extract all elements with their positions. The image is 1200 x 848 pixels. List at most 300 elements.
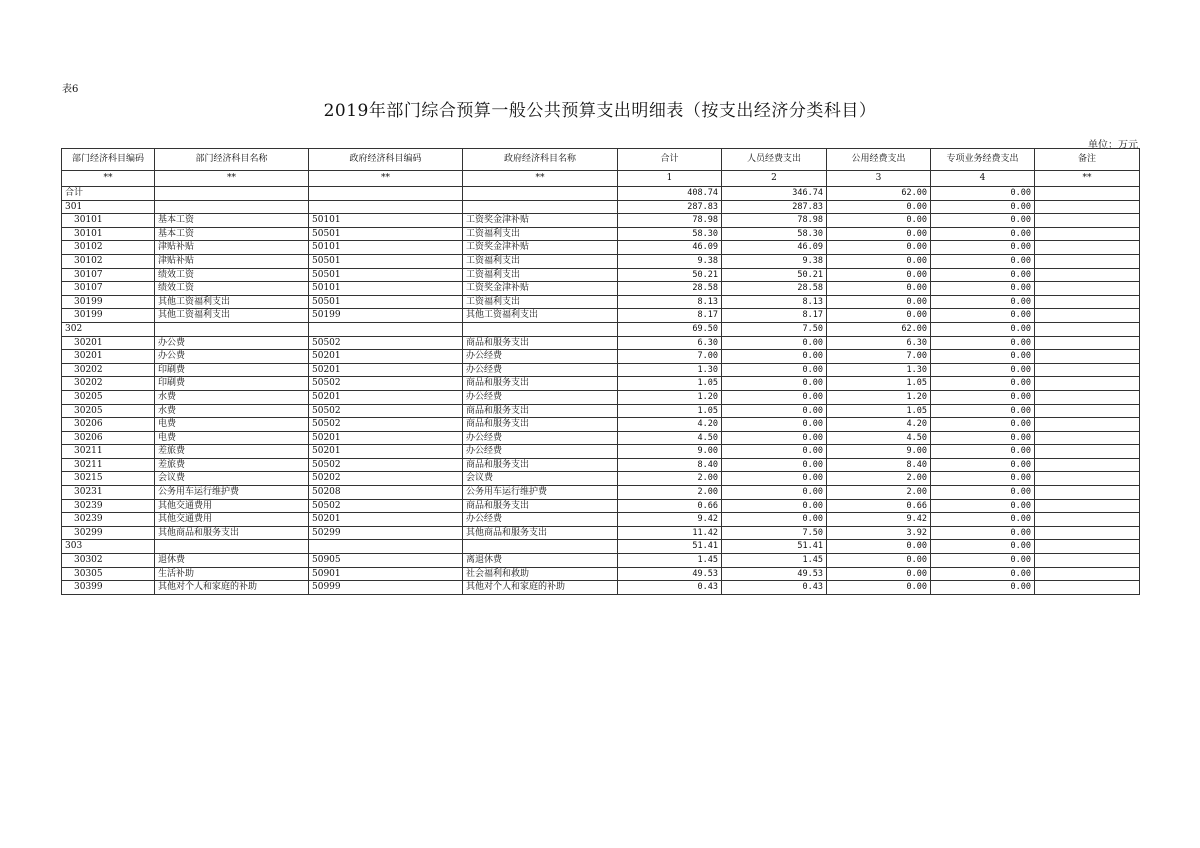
public-cell: 0.00 [827, 540, 931, 554]
note-cell [1035, 336, 1140, 350]
dept-name-cell: 其他对个人和家庭的补助 [155, 581, 309, 595]
special-cell: 0.00 [931, 581, 1035, 595]
table-row [62, 445, 1140, 459]
gov-code-cell: 50502 [309, 336, 463, 350]
personnel-cell: 0.00 [722, 350, 827, 364]
table-number: 表6 [62, 84, 79, 95]
table-row [62, 513, 1140, 527]
note-cell [1035, 200, 1140, 214]
dept-code-cell: 30305 [62, 567, 155, 581]
total-cell: 8.17 [618, 309, 722, 323]
public-cell: 9.00 [827, 445, 931, 459]
dept-code-cell: 30101 [62, 214, 155, 228]
personnel-cell: 49.53 [722, 567, 827, 581]
special-cell: 0.00 [931, 540, 1035, 554]
dept-name-cell: 公务用车运行维护费 [155, 486, 309, 500]
table-row [62, 472, 1140, 486]
gov-name-cell [463, 200, 618, 214]
dept-name-cell [155, 540, 309, 554]
table-row [62, 554, 1140, 568]
note-cell [1035, 187, 1140, 201]
dept-code-cell: 30231 [62, 486, 155, 500]
dept-code-cell: 30101 [62, 227, 155, 241]
column-header-special: 专项业务经费支出 [931, 149, 1035, 171]
gov-name-cell: 会议费 [463, 472, 618, 486]
public-cell: 62.00 [827, 187, 931, 201]
special-cell: 0.00 [931, 214, 1035, 228]
total-cell: 4.50 [618, 431, 722, 445]
note-cell [1035, 431, 1140, 445]
total-cell: 9.38 [618, 254, 722, 268]
dept-name-cell: 基本工资 [155, 227, 309, 241]
table-row [62, 390, 1140, 404]
special-cell: 0.00 [931, 322, 1035, 336]
gov-name-cell [463, 322, 618, 336]
total-cell: 6.30 [618, 336, 722, 350]
column-header-public: 公用经费支出 [827, 149, 931, 171]
dept-name-cell: 办公费 [155, 350, 309, 364]
personnel-cell: 0.00 [722, 336, 827, 350]
gov-code-cell: 50501 [309, 254, 463, 268]
table-row [62, 540, 1140, 554]
personnel-cell: 0.00 [722, 458, 827, 472]
public-cell: 0.00 [827, 268, 931, 282]
public-cell: 2.00 [827, 472, 931, 486]
dept-code-cell: 30205 [62, 390, 155, 404]
column-header-note: 备注 [1035, 149, 1140, 171]
dept-code-cell: 30302 [62, 554, 155, 568]
personnel-cell: 50.21 [722, 268, 827, 282]
dept-code-cell: 合计 [62, 187, 155, 201]
table-row [62, 282, 1140, 296]
note-cell [1035, 458, 1140, 472]
personnel-cell: 0.00 [722, 363, 827, 377]
personnel-cell: 287.83 [722, 200, 827, 214]
index-cell: 3 [827, 171, 931, 187]
public-cell: 1.20 [827, 390, 931, 404]
total-cell: 9.42 [618, 513, 722, 527]
dept-code-cell: 30202 [62, 363, 155, 377]
document-title: 2019年部门综合预算一般公共预算支出明细表（按支出经济分类科目） [323, 101, 877, 121]
special-cell: 0.00 [931, 350, 1035, 364]
table-row [62, 241, 1140, 255]
special-cell: 0.00 [931, 431, 1035, 445]
table-row [62, 295, 1140, 309]
gov-name-cell: 离退休费 [463, 554, 618, 568]
public-cell: 2.00 [827, 486, 931, 500]
special-cell: 0.00 [931, 282, 1035, 296]
dept-code-cell: 30399 [62, 581, 155, 595]
public-cell: 0.00 [827, 241, 931, 255]
gov-code-cell [309, 540, 463, 554]
public-cell: 1.05 [827, 404, 931, 418]
note-cell [1035, 554, 1140, 568]
table-row [62, 486, 1140, 500]
public-cell: 62.00 [827, 322, 931, 336]
table-row [62, 187, 1140, 201]
gov-code-cell: 50201 [309, 350, 463, 364]
public-cell: 0.00 [827, 295, 931, 309]
special-cell: 0.00 [931, 377, 1035, 391]
personnel-cell: 46.09 [722, 241, 827, 255]
total-cell: 78.98 [618, 214, 722, 228]
gov-name-cell: 商品和服务支出 [463, 377, 618, 391]
dept-code-cell: 30211 [62, 458, 155, 472]
dept-name-cell [155, 200, 309, 214]
table-row [62, 336, 1140, 350]
table-row [62, 350, 1140, 364]
dept-code-cell: 30201 [62, 336, 155, 350]
table-body [62, 187, 1140, 595]
dept-name-cell: 电费 [155, 431, 309, 445]
dept-code-cell: 301 [62, 200, 155, 214]
personnel-cell: 78.98 [722, 214, 827, 228]
gov-name-cell: 其他对个人和家庭的补助 [463, 581, 618, 595]
note-cell [1035, 513, 1140, 527]
dept-name-cell: 印刷费 [155, 363, 309, 377]
public-cell: 3.92 [827, 526, 931, 540]
gov-code-cell: 50201 [309, 513, 463, 527]
dept-name-cell [155, 187, 309, 201]
personnel-cell: 7.50 [722, 526, 827, 540]
personnel-cell: 0.00 [722, 513, 827, 527]
gov-name-cell: 商品和服务支出 [463, 404, 618, 418]
personnel-cell: 0.43 [722, 581, 827, 595]
dept-name-cell: 印刷费 [155, 377, 309, 391]
personnel-cell: 0.00 [722, 390, 827, 404]
special-cell: 0.00 [931, 554, 1035, 568]
total-cell: 1.20 [618, 390, 722, 404]
table-row [62, 268, 1140, 282]
gov-code-cell: 50502 [309, 499, 463, 513]
special-cell: 0.00 [931, 472, 1035, 486]
gov-name-cell [463, 187, 618, 201]
special-cell: 0.00 [931, 445, 1035, 459]
gov-name-cell: 商品和服务支出 [463, 458, 618, 472]
dept-name-cell: 其他工资福利支出 [155, 295, 309, 309]
dept-code-cell: 30206 [62, 418, 155, 432]
gov-code-cell: 50101 [309, 214, 463, 228]
dept-code-cell: 30239 [62, 499, 155, 513]
dept-name-cell: 津贴补贴 [155, 254, 309, 268]
gov-code-cell: 50201 [309, 431, 463, 445]
special-cell: 0.00 [931, 227, 1035, 241]
table-row [62, 499, 1140, 513]
table-row [62, 200, 1140, 214]
personnel-cell: 0.00 [722, 377, 827, 391]
total-cell: 2.00 [618, 486, 722, 500]
note-cell [1035, 309, 1140, 323]
special-cell: 0.00 [931, 458, 1035, 472]
table-row [62, 404, 1140, 418]
gov-name-cell: 商品和服务支出 [463, 418, 618, 432]
public-cell: 0.00 [827, 282, 931, 296]
dept-code-cell: 30202 [62, 377, 155, 391]
personnel-cell: 8.17 [722, 309, 827, 323]
public-cell: 0.00 [827, 309, 931, 323]
special-cell: 0.00 [931, 499, 1035, 513]
note-cell [1035, 418, 1140, 432]
special-cell: 0.00 [931, 486, 1035, 500]
gov-name-cell: 工资奖金津补贴 [463, 214, 618, 228]
total-cell: 58.30 [618, 227, 722, 241]
gov-code-cell: 50502 [309, 404, 463, 418]
dept-name-cell: 其他交通费用 [155, 513, 309, 527]
note-cell [1035, 350, 1140, 364]
column-header-gov-name: 政府经济科目名称 [463, 149, 618, 171]
special-cell: 0.00 [931, 295, 1035, 309]
gov-code-cell: 50199 [309, 309, 463, 323]
table-row [62, 458, 1140, 472]
budget-detail-table [61, 148, 1140, 595]
public-cell: 0.00 [827, 581, 931, 595]
special-cell: 0.00 [931, 336, 1035, 350]
gov-code-cell: 50101 [309, 241, 463, 255]
public-cell: 1.30 [827, 363, 931, 377]
special-cell: 0.00 [931, 404, 1035, 418]
gov-name-cell: 社会福利和救助 [463, 567, 618, 581]
gov-code-cell: 50501 [309, 295, 463, 309]
public-cell: 0.00 [827, 567, 931, 581]
personnel-cell: 1.45 [722, 554, 827, 568]
total-cell: 46.09 [618, 241, 722, 255]
gov-name-cell: 办公经费 [463, 390, 618, 404]
index-cell: ** [62, 171, 155, 187]
table-row [62, 322, 1140, 336]
dept-code-cell: 30102 [62, 254, 155, 268]
dept-name-cell: 其他工资福利支出 [155, 309, 309, 323]
note-cell [1035, 295, 1140, 309]
total-cell: 9.00 [618, 445, 722, 459]
total-cell: 408.74 [618, 187, 722, 201]
table-row [62, 227, 1140, 241]
personnel-cell: 28.58 [722, 282, 827, 296]
column-header-dept-code: 部门经济科目编码 [62, 149, 155, 171]
table-row [62, 567, 1140, 581]
personnel-cell: 0.00 [722, 418, 827, 432]
dept-code-cell: 30201 [62, 350, 155, 364]
public-cell: 9.42 [827, 513, 931, 527]
note-cell [1035, 567, 1140, 581]
public-cell: 0.00 [827, 214, 931, 228]
note-cell [1035, 390, 1140, 404]
gov-name-cell: 商品和服务支出 [463, 499, 618, 513]
dept-name-cell: 差旅费 [155, 445, 309, 459]
index-row [62, 171, 1140, 187]
dept-code-cell: 303 [62, 540, 155, 554]
dept-name-cell: 差旅费 [155, 458, 309, 472]
column-header-personnel: 人员经费支出 [722, 149, 827, 171]
dept-code-cell: 30102 [62, 241, 155, 255]
unit-label: 单位：万元 [1088, 140, 1138, 151]
public-cell: 8.40 [827, 458, 931, 472]
dept-name-cell: 津贴补贴 [155, 241, 309, 255]
gov-code-cell: 50501 [309, 227, 463, 241]
note-cell [1035, 526, 1140, 540]
dept-name-cell: 水费 [155, 390, 309, 404]
personnel-cell: 51.41 [722, 540, 827, 554]
gov-name-cell: 工资奖金津补贴 [463, 241, 618, 255]
personnel-cell: 9.38 [722, 254, 827, 268]
special-cell: 0.00 [931, 418, 1035, 432]
public-cell: 0.00 [827, 227, 931, 241]
public-cell: 0.66 [827, 499, 931, 513]
column-header-dept-name: 部门经济科目名称 [155, 149, 309, 171]
gov-code-cell: 50201 [309, 390, 463, 404]
index-cell: ** [463, 171, 618, 187]
index-cell: 1 [618, 171, 722, 187]
gov-name-cell: 工资福利支出 [463, 227, 618, 241]
note-cell [1035, 241, 1140, 255]
gov-name-cell: 商品和服务支出 [463, 336, 618, 350]
dept-code-cell: 30239 [62, 513, 155, 527]
column-header-gov-code: 政府经济科目编码 [309, 149, 463, 171]
personnel-cell: 8.13 [722, 295, 827, 309]
index-cell: ** [155, 171, 309, 187]
total-cell: 69.50 [618, 322, 722, 336]
dept-name-cell: 生活补助 [155, 567, 309, 581]
gov-name-cell: 办公经费 [463, 513, 618, 527]
special-cell: 0.00 [931, 363, 1035, 377]
note-cell [1035, 377, 1140, 391]
special-cell: 0.00 [931, 200, 1035, 214]
dept-name-cell: 电费 [155, 418, 309, 432]
note-cell [1035, 214, 1140, 228]
gov-code-cell: 50502 [309, 377, 463, 391]
public-cell: 6.30 [827, 336, 931, 350]
gov-name-cell: 工资奖金津补贴 [463, 282, 618, 296]
dept-name-cell: 绩效工资 [155, 282, 309, 296]
personnel-cell: 7.50 [722, 322, 827, 336]
table-row [62, 254, 1140, 268]
gov-code-cell: 50201 [309, 445, 463, 459]
gov-name-cell: 办公经费 [463, 350, 618, 364]
column-header-total: 合计 [618, 149, 722, 171]
total-cell: 2.00 [618, 472, 722, 486]
note-cell [1035, 227, 1140, 241]
table-row [62, 431, 1140, 445]
public-cell: 1.05 [827, 377, 931, 391]
dept-name-cell: 退休费 [155, 554, 309, 568]
dept-code-cell: 30215 [62, 472, 155, 486]
gov-code-cell: 50999 [309, 581, 463, 595]
total-cell: 51.41 [618, 540, 722, 554]
total-cell: 1.30 [618, 363, 722, 377]
public-cell: 0.00 [827, 554, 931, 568]
note-cell [1035, 540, 1140, 554]
note-cell [1035, 581, 1140, 595]
gov-name-cell: 办公经费 [463, 431, 618, 445]
gov-name-cell: 其他工资福利支出 [463, 309, 618, 323]
gov-name-cell [463, 540, 618, 554]
dept-name-cell: 办公费 [155, 336, 309, 350]
total-cell: 8.13 [618, 295, 722, 309]
total-cell: 0.43 [618, 581, 722, 595]
gov-name-cell: 工资福利支出 [463, 254, 618, 268]
total-cell: 1.45 [618, 554, 722, 568]
table-row [62, 377, 1140, 391]
personnel-cell: 0.00 [722, 445, 827, 459]
table-row [62, 418, 1140, 432]
note-cell [1035, 445, 1140, 459]
gov-code-cell: 50502 [309, 418, 463, 432]
gov-code-cell: 50901 [309, 567, 463, 581]
dept-code-cell: 30211 [62, 445, 155, 459]
public-cell: 0.00 [827, 200, 931, 214]
table-row [62, 309, 1140, 323]
personnel-cell: 0.00 [722, 431, 827, 445]
dept-name-cell: 会议费 [155, 472, 309, 486]
note-cell [1035, 499, 1140, 513]
total-cell: 4.20 [618, 418, 722, 432]
public-cell: 4.20 [827, 418, 931, 432]
table-row [62, 581, 1140, 595]
special-cell: 0.00 [931, 513, 1035, 527]
dept-code-cell: 30199 [62, 309, 155, 323]
gov-name-cell: 工资福利支出 [463, 268, 618, 282]
dept-name-cell: 其他交通费用 [155, 499, 309, 513]
total-cell: 49.53 [618, 567, 722, 581]
personnel-cell: 346.74 [722, 187, 827, 201]
table-row [62, 214, 1140, 228]
gov-code-cell: 50502 [309, 458, 463, 472]
header-row [62, 149, 1140, 171]
gov-code-cell [309, 322, 463, 336]
special-cell: 0.00 [931, 309, 1035, 323]
dept-code-cell: 30205 [62, 404, 155, 418]
note-cell [1035, 282, 1140, 296]
gov-code-cell: 50101 [309, 282, 463, 296]
dept-code-cell: 302 [62, 322, 155, 336]
gov-code-cell: 50208 [309, 486, 463, 500]
dept-name-cell: 绩效工资 [155, 268, 309, 282]
note-cell [1035, 322, 1140, 336]
special-cell: 0.00 [931, 567, 1035, 581]
note-cell [1035, 486, 1140, 500]
public-cell: 7.00 [827, 350, 931, 364]
personnel-cell: 0.00 [722, 499, 827, 513]
index-cell: 4 [931, 171, 1035, 187]
gov-code-cell: 50202 [309, 472, 463, 486]
gov-name-cell: 办公经费 [463, 445, 618, 459]
index-cell: ** [309, 171, 463, 187]
total-cell: 1.05 [618, 377, 722, 391]
note-cell [1035, 268, 1140, 282]
special-cell: 0.00 [931, 526, 1035, 540]
gov-name-cell: 其他商品和服务支出 [463, 526, 618, 540]
dept-name-cell: 基本工资 [155, 214, 309, 228]
dept-code-cell: 30107 [62, 268, 155, 282]
index-cell: ** [1035, 171, 1140, 187]
note-cell [1035, 254, 1140, 268]
table-row [62, 526, 1140, 540]
special-cell: 0.00 [931, 390, 1035, 404]
index-cell: 2 [722, 171, 827, 187]
public-cell: 4.50 [827, 431, 931, 445]
gov-code-cell: 50905 [309, 554, 463, 568]
table-row [62, 363, 1140, 377]
dept-name-cell: 水费 [155, 404, 309, 418]
gov-name-cell: 办公经费 [463, 363, 618, 377]
total-cell: 7.00 [618, 350, 722, 364]
dept-name-cell [155, 322, 309, 336]
gov-name-cell: 公务用车运行维护费 [463, 486, 618, 500]
personnel-cell: 0.00 [722, 486, 827, 500]
personnel-cell: 0.00 [722, 472, 827, 486]
total-cell: 1.05 [618, 404, 722, 418]
gov-code-cell [309, 200, 463, 214]
special-cell: 0.00 [931, 254, 1035, 268]
